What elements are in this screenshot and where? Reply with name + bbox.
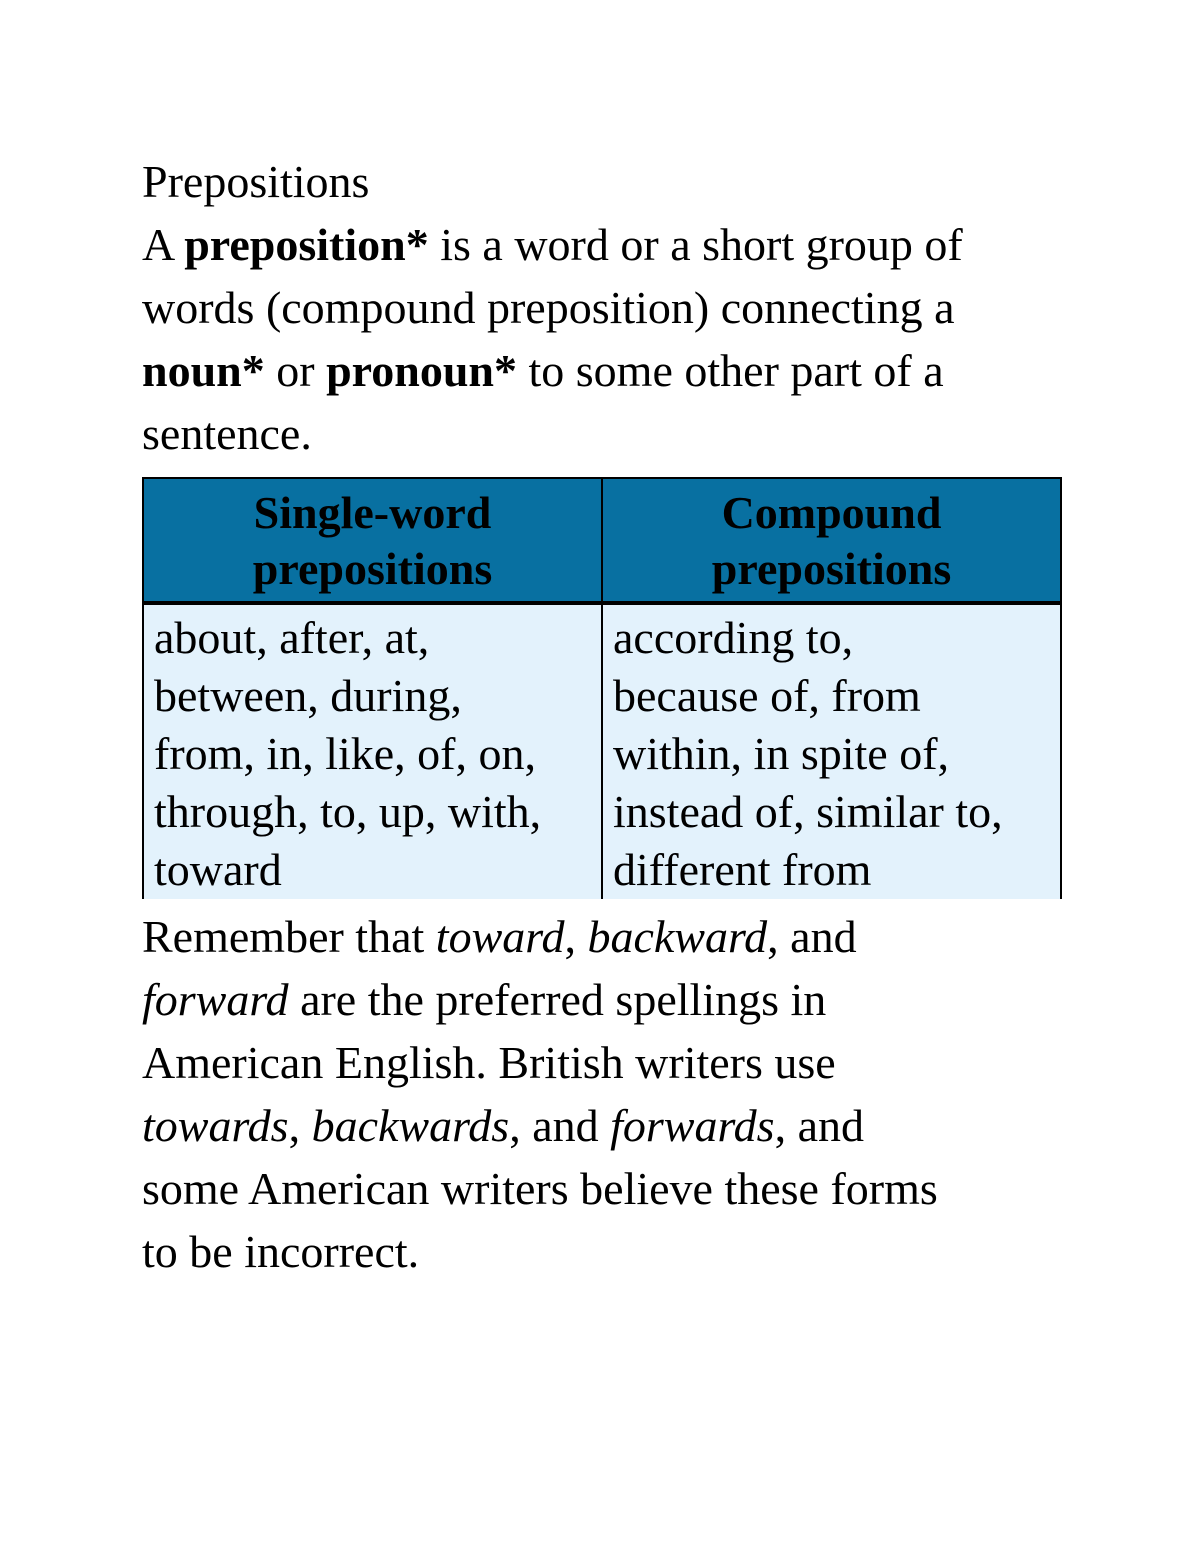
header-line: Compound [721, 487, 942, 538]
header-compound [602, 478, 1061, 603]
cell-line: through, to, up, with, [154, 786, 542, 837]
cell-compound [602, 603, 1061, 899]
text: , and [767, 911, 857, 962]
definition-line [142, 339, 1072, 402]
cell-line: according to, [613, 612, 854, 663]
italic-term: backward [587, 911, 768, 962]
header-single-word [143, 478, 602, 603]
cell-line: instead of, similar to, [613, 786, 1003, 837]
text: , and [774, 1100, 864, 1151]
note-line [142, 1220, 1072, 1283]
definition-line [142, 276, 1072, 339]
note-paragraph [142, 905, 1072, 1283]
cell-single-word [143, 603, 602, 899]
text: is a word or a short group of [428, 219, 963, 270]
header-line: prepositions [252, 543, 493, 594]
text: to be incorrect. [142, 1226, 420, 1277]
italic-term: forwards [610, 1100, 775, 1151]
cell-line: from, in, like, of, on, [154, 728, 536, 779]
definition-paragraph [142, 213, 1072, 465]
document-page [142, 150, 1072, 1283]
note-line [142, 1094, 1072, 1157]
text: sentence. [142, 408, 312, 459]
cell-line: within, in spite of, [613, 728, 950, 779]
cell-line: about, after, at, [154, 612, 430, 663]
page-title: Prepositions [142, 156, 370, 207]
cell-line: between, during, [154, 670, 462, 721]
italic-term: toward [435, 911, 565, 962]
table-header-row [143, 478, 1061, 603]
text: , and [509, 1100, 611, 1151]
term-preposition: preposition* [184, 219, 429, 270]
cell-line: toward [154, 844, 282, 895]
term-noun: noun* [142, 345, 265, 396]
text: A [142, 219, 185, 270]
note-line [142, 905, 1072, 968]
text: to some other part of a [517, 345, 944, 396]
text: are the preferred spellings in [288, 974, 827, 1025]
table-row [143, 603, 1061, 899]
note-line [142, 968, 1072, 1031]
header-line: prepositions [711, 543, 952, 594]
note-line [142, 1031, 1072, 1094]
definition-line [142, 213, 1072, 276]
italic-term: backwards [311, 1100, 510, 1151]
prepositions-table [142, 477, 1062, 899]
italic-term: forward [142, 974, 289, 1025]
definition-line [142, 402, 1072, 465]
cell-line: different from [613, 844, 872, 895]
note-line [142, 1157, 1072, 1220]
cell-line: because of, from [613, 670, 921, 721]
text: American English. British writers use [142, 1037, 836, 1088]
italic-term: towards [142, 1100, 289, 1151]
term-pronoun: pronoun* [326, 345, 517, 396]
text: some American writers believe these forms [142, 1163, 938, 1214]
text: Remember that [142, 911, 436, 962]
header-line: Single-word [253, 487, 492, 538]
text: or [264, 345, 327, 396]
text: , [564, 911, 588, 962]
text: words (compound preposition) connecting a [142, 282, 955, 333]
text: , [288, 1100, 312, 1151]
